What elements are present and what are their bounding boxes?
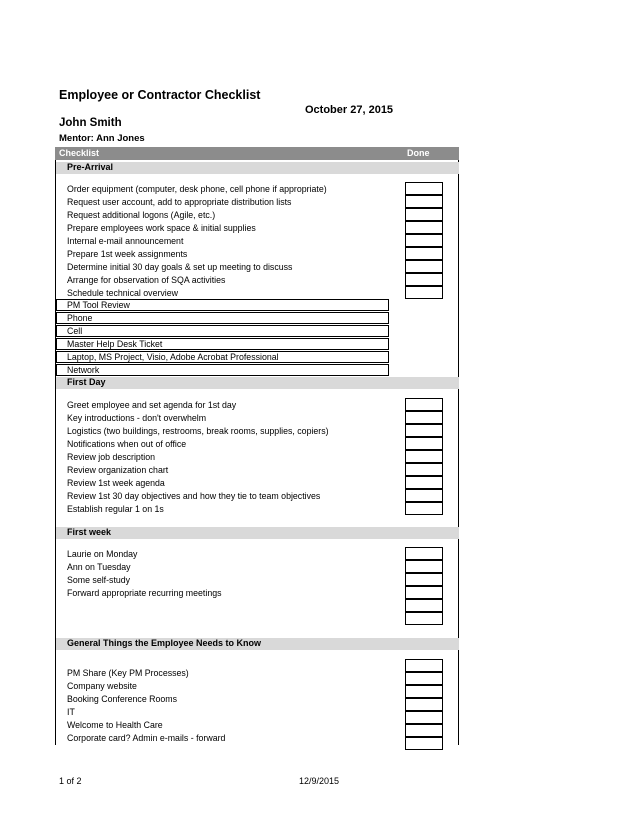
boxed-item-help-desk-ticket: Master Help Desk Ticket (56, 338, 389, 350)
list-item: Laurie on Monday (67, 549, 138, 559)
done-checkbox[interactable] (405, 476, 443, 489)
boxed-item-phone: Phone (56, 312, 389, 324)
boxed-item-cell: Cell (56, 325, 389, 337)
boxed-item-network: Network (56, 364, 389, 376)
done-checkbox[interactable] (405, 437, 443, 450)
done-checkbox[interactable] (405, 698, 443, 711)
done-checkbox[interactable] (405, 685, 443, 698)
done-checkbox[interactable] (405, 260, 443, 273)
list-item: Notifications when out of office (67, 439, 187, 449)
section-title: First week (67, 527, 112, 537)
list-item: Establish regular 1 on 1s (67, 504, 164, 514)
document-date: October 27, 2015 (305, 104, 394, 116)
list-item: Greet employee and set agenda for 1st day (67, 400, 237, 410)
printed-date: 12/9/2015 (299, 776, 340, 786)
done-checkbox[interactable] (405, 672, 443, 685)
done-checkbox[interactable] (405, 489, 443, 502)
page-number: 1 of 2 (59, 776, 82, 786)
list-item: Determine initial 30 day goals & set up meeting to discuss (67, 262, 293, 272)
done-checkbox[interactable] (405, 195, 443, 208)
list-item: Corporate card? Admin e-mails - forward (67, 733, 226, 743)
list-item: Some self-study (67, 575, 131, 585)
header-checklist: Checklist (59, 148, 100, 158)
list-item: Request additional logons (Agile, etc.) (67, 210, 216, 220)
section-header-pre-arrival (56, 162, 459, 174)
list-item: Review organization chart (67, 465, 169, 475)
done-checkbox[interactable] (405, 560, 443, 573)
list-item: Schedule technical overview (67, 288, 179, 298)
done-checkbox[interactable] (405, 182, 443, 195)
done-checkbox[interactable] (405, 247, 443, 260)
list-item: Order equipment (computer, desk phone, cell phone if appropriate) (67, 184, 327, 194)
document-title: Employee or Contractor Checklist (59, 88, 261, 102)
list-item: IT (67, 707, 75, 717)
section-header-first-week (56, 527, 459, 539)
done-checkbox[interactable] (405, 659, 443, 672)
employee-name: John Smith (59, 117, 122, 129)
mentor-line: Mentor: Ann Jones (59, 133, 145, 144)
done-checkbox[interactable] (405, 234, 443, 247)
done-checkbox[interactable] (405, 424, 443, 437)
list-item: Review 1st 30 day objectives and how they tie to team objectives (67, 491, 321, 501)
table-right-border (458, 147, 459, 745)
list-item: Logistics (two buildings, restrooms, break rooms, supplies, copiers) (67, 426, 329, 436)
done-checkbox[interactable] (405, 502, 443, 515)
list-item: Company website (67, 681, 137, 691)
list-item: Ann on Tuesday (67, 562, 131, 572)
done-checkbox[interactable] (405, 208, 443, 221)
boxed-item-software: Laptop, MS Project, Visio, Adobe Acrobat Professional (56, 351, 389, 363)
list-item: Welcome to Health Care (67, 720, 163, 730)
section-header-general-things (56, 638, 459, 650)
list-item: PM Share (Key PM Processes) (67, 668, 189, 678)
done-checkbox[interactable] (405, 411, 443, 424)
done-checkbox[interactable] (405, 547, 443, 560)
list-item: Forward appropriate recurring meetings (67, 588, 222, 598)
list-item: Internal e-mail announcement (67, 236, 184, 246)
section-title: General Things the Employee Needs to Know (67, 638, 262, 648)
checklist-table (55, 147, 459, 745)
done-checkbox[interactable] (405, 724, 443, 737)
done-checkbox[interactable] (405, 286, 443, 299)
list-item: Review job description (67, 452, 156, 462)
header-done: Done (407, 148, 430, 158)
list-item: Arrange for observation of SQA activities (67, 275, 226, 285)
list-item: Key introductions - don't overwhelm (67, 413, 207, 423)
section-title: Pre-Arrival (67, 162, 114, 172)
section-header-first-day (56, 377, 459, 389)
list-item: Request user account, add to appropriate distribution lists (67, 197, 292, 207)
list-item: Booking Conference Rooms (67, 694, 178, 704)
boxed-item-pm-tool-review: PM Tool Review (56, 299, 389, 311)
done-checkbox[interactable] (405, 737, 443, 750)
done-checkbox[interactable] (405, 612, 443, 625)
done-checkbox[interactable] (405, 463, 443, 476)
list-item: Prepare employees work space & initial supplies (67, 223, 256, 233)
done-checkbox[interactable] (405, 599, 443, 612)
done-checkbox[interactable] (405, 221, 443, 234)
done-checkbox[interactable] (405, 273, 443, 286)
table-header (55, 147, 459, 160)
done-checkbox[interactable] (405, 586, 443, 599)
done-checkbox[interactable] (405, 398, 443, 411)
table-left-border (55, 147, 56, 745)
done-checkbox[interactable] (405, 711, 443, 724)
done-checkbox[interactable] (405, 573, 443, 586)
list-item: Prepare 1st week assignments (67, 249, 188, 259)
section-title: First Day (67, 377, 106, 387)
done-checkbox[interactable] (405, 450, 443, 463)
list-item: Review 1st week agenda (67, 478, 165, 488)
